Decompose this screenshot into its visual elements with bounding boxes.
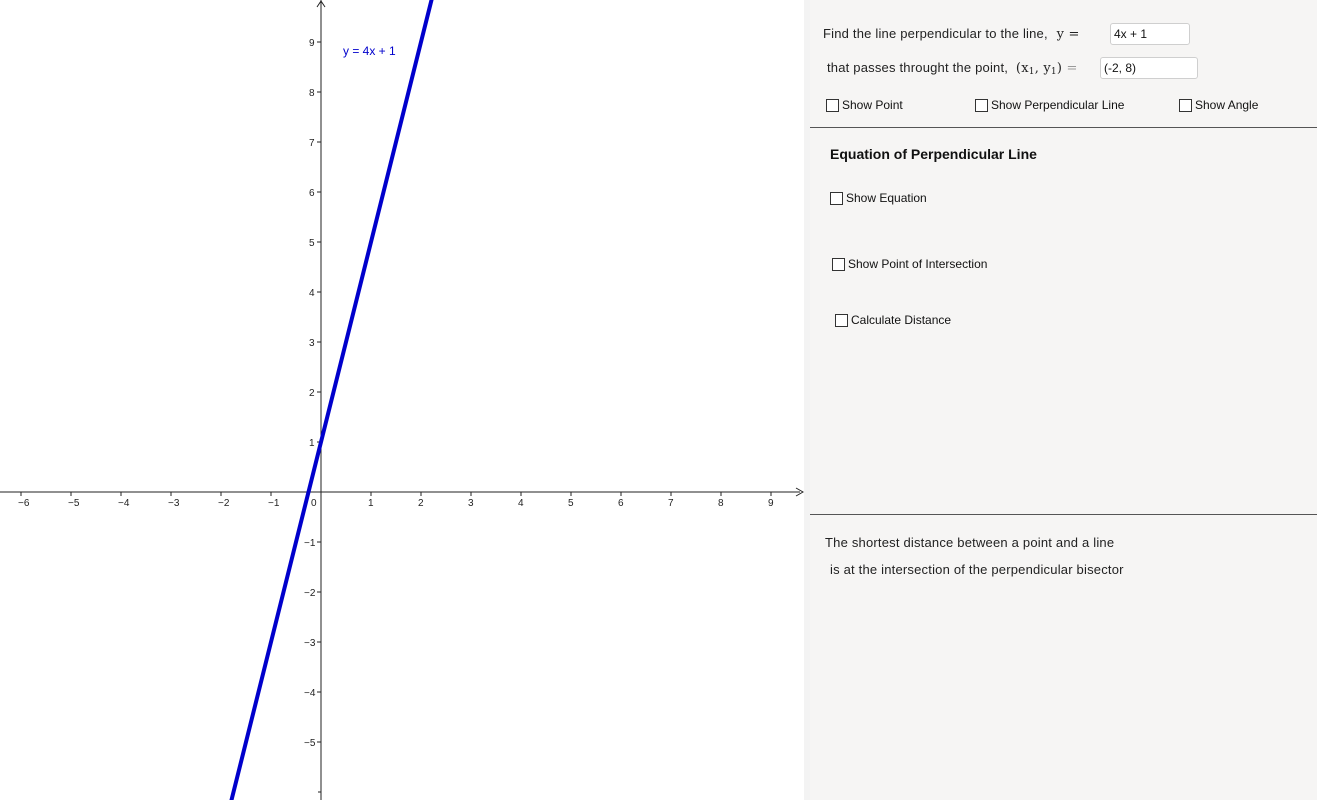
x-tick-label: 6 [618, 498, 624, 509]
show-point-of-intersection-label: Show Point of Intersection [848, 257, 988, 271]
point-y-symbol: y [1043, 61, 1051, 76]
y-tick-label: −2 [304, 588, 316, 599]
y-tick-label: 8 [309, 88, 315, 99]
control-panel [810, 0, 1317, 800]
x-tick-label: −3 [168, 498, 180, 509]
y-tick-label: 2 [309, 388, 315, 399]
point-label: ($x_1$, $y_1$) = [1015, 61, 1078, 77]
x-tick-label: 0 [311, 498, 317, 509]
y-tick-label: 3 [309, 338, 315, 349]
note-line-1: The shortest distance between a point and a line [825, 535, 1115, 550]
y-tick-label: 6 [309, 188, 315, 199]
point-equals-sign: = [1066, 61, 1078, 76]
checkbox-box[interactable] [832, 258, 845, 271]
show-equation-checkbox[interactable] [830, 191, 927, 205]
y-tick-label: −5 [304, 738, 316, 749]
x-tick-label: 2 [418, 498, 424, 509]
show-angle-checkbox[interactable] [1179, 98, 1258, 112]
checkbox-box[interactable] [1179, 99, 1192, 112]
y-tick-label: 7 [309, 138, 315, 149]
prompt-text-2: that passes throught the point, [827, 60, 1009, 75]
section-divider-top [810, 127, 1317, 128]
x-tick-label: −6 [18, 498, 30, 509]
show-point-of-intersection-checkbox[interactable] [832, 257, 987, 271]
checkbox-box[interactable] [975, 99, 988, 112]
prompt-line-1 [823, 26, 1080, 42]
show-angle-label: Show Angle [1195, 98, 1259, 112]
show-point-label: Show Point [842, 98, 903, 112]
point-x-subscript: 1 [1028, 67, 1035, 77]
show-equation-label: Show Equation [846, 191, 927, 205]
section-heading: Equation of Perpendicular Line [830, 146, 1037, 162]
calculate-distance-checkbox[interactable] [835, 313, 951, 327]
section-divider-bottom [810, 514, 1317, 515]
point-x-symbol: x [1021, 61, 1029, 76]
prompt-line-2 [827, 60, 1078, 77]
y-tick-label: −4 [304, 688, 316, 699]
checkbox-box[interactable] [826, 99, 839, 112]
checkbox-box[interactable] [835, 314, 848, 327]
x-tick-label: 4 [518, 498, 524, 509]
y-tick-label: 4 [309, 288, 315, 299]
y-tick-label: 1 [309, 438, 315, 449]
note-line-2: is at the intersection of the perpendicular bisector [830, 562, 1124, 577]
y-equals-label: y = [1056, 27, 1080, 42]
prompt-text-1: Find the line perpendicular to the line, [823, 26, 1048, 41]
line-equation-input[interactable]: 4x + 1 [1110, 23, 1190, 45]
x-tick-label: 8 [718, 498, 724, 509]
show-point-checkbox[interactable] [826, 98, 903, 112]
point-input[interactable]: (-2, 8) [1100, 57, 1198, 79]
checkbox-box[interactable] [830, 192, 843, 205]
y-tick-label: 5 [309, 238, 315, 249]
y-tick-label: −3 [304, 638, 316, 649]
x-tick-label: 1 [368, 498, 374, 509]
y-tick-label: 9 [309, 38, 315, 49]
point-y-subscript: 1 [1050, 67, 1057, 77]
x-tick-label: −4 [118, 498, 130, 509]
x-tick-label: 5 [568, 498, 574, 509]
line-label[interactable]: y = 4x + 1 [343, 44, 396, 58]
x-tick-label: 7 [668, 498, 674, 509]
show-perpendicular-line-checkbox[interactable] [975, 98, 1124, 112]
x-tick-label: −2 [218, 498, 230, 509]
calculate-distance-label: Calculate Distance [851, 313, 952, 327]
x-tick-label: −5 [68, 498, 80, 509]
y-tick-label: −1 [304, 538, 316, 549]
x-tick-label: 3 [468, 498, 474, 509]
x-tick-label: 9 [768, 498, 774, 509]
line-y-equals-4x-plus-1[interactable] [227, 0, 440, 800]
x-tick-label: −1 [268, 498, 280, 509]
show-perpendicular-line-label: Show Perpendicular Line [991, 98, 1125, 112]
